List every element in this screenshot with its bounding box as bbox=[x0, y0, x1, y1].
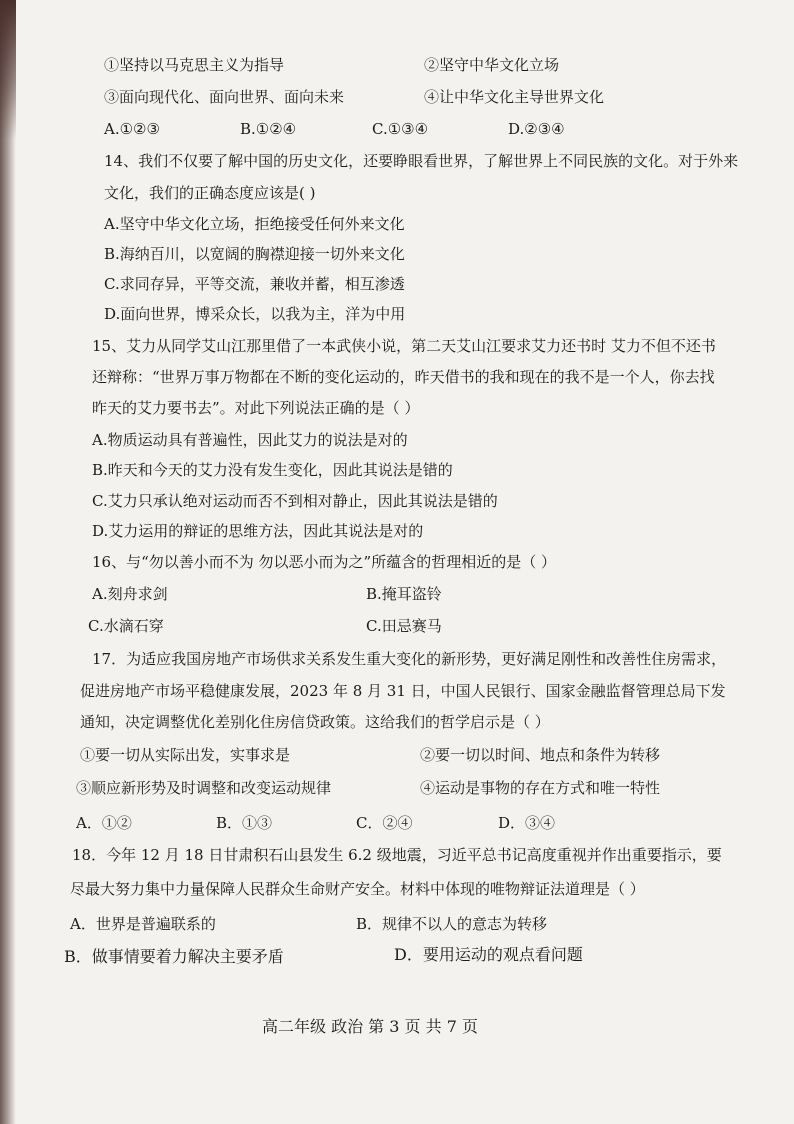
q16-stem: 16、与“勿以善小而不为 勿以恶小而为之”所蕴含的哲理相近的是（ ） bbox=[92, 553, 556, 571]
q17-choice-c: C．②④ bbox=[356, 814, 413, 832]
q18-stem-line1: 18．今年 12 月 18 日甘肃积石山县发生 6.2 级地震，习近平总书记高度重视并作出重要指示，要 bbox=[72, 846, 722, 864]
q18-choice-a: A．世界是普遍联系的 bbox=[70, 915, 216, 933]
q13-choice-d: D.②③④ bbox=[508, 120, 565, 138]
page-edge-dark-corner bbox=[0, 0, 16, 140]
q14-stem-line2: 文化，我们的正确态度应该是( ) bbox=[104, 184, 316, 202]
q15-choice-b: B.昨天和今天的艾力没有发生变化，因此其说法是错的 bbox=[92, 461, 453, 479]
q17-choice-a: A．①② bbox=[76, 814, 132, 832]
q15-choice-d: D.艾力运用的辩证的思维方法，因此其说法是对的 bbox=[92, 522, 424, 540]
q13-option-2: ②坚守中华文化立场 bbox=[424, 56, 560, 74]
q18-stem-line2: 尽最大努力集中力量保障人民群众生命财产安全。材料中体现的唯物辩证法道理是（ ） bbox=[70, 880, 645, 898]
q13-choice-c: C.①③④ bbox=[372, 120, 429, 138]
q16-choice-d: C.田忌赛马 bbox=[366, 617, 442, 635]
q17-option-2: ②要一切以时间、地点和条件为转移 bbox=[420, 746, 661, 764]
page-footer: 高二年级 政治 第 3 页 共 7 页 bbox=[262, 1017, 478, 1036]
q15-choice-a: A.物质运动具有普遍性，因此艾力的说法是对的 bbox=[92, 431, 408, 449]
q15-stem-line2: 还辩称：“世界万事万物都在不断的变化运动的，昨天借书的我和现在的我不是一个人，你去找 bbox=[92, 368, 715, 386]
q16-choice-b: B.掩耳盗铃 bbox=[366, 585, 442, 603]
q18-choice-b: B．规律不以人的意志为转移 bbox=[356, 915, 548, 933]
q18-choice-c: B．做事情要着力解决主要矛盾 bbox=[64, 947, 284, 966]
q17-stem-line1: 17．为适应我国房地产市场供求关系发生重大变化的新形势，更好满足刚性和改善性住房需求， bbox=[92, 650, 727, 668]
q14-choice-c: C.求同存异，平等交流，兼收并蓄，相互渗透 bbox=[104, 275, 405, 293]
q14-choice-d: D.面向世界，博采众长，以我为主，洋为中用 bbox=[104, 305, 406, 323]
q13-option-4: ④让中华文化主导世界文化 bbox=[424, 88, 605, 106]
q17-stem-line2: 促进房地产市场平稳健康发展，2023 年 8 月 31 日，中国人民银行、国家金融监督管理总局下发 bbox=[80, 682, 726, 700]
q17-option-3: ③顺应新形势及时调整和改变运动规律 bbox=[76, 779, 332, 797]
q18-choice-d: D．要用运动的观点看问题 bbox=[394, 945, 583, 964]
q16-choice-a: A.刻舟求剑 bbox=[92, 585, 168, 603]
q14-stem-line1: 14、我们不仅要了解中国的历史文化，还要睁眼看世界，了解世界上不同民族的文化。对于外来 bbox=[104, 152, 739, 170]
q17-choice-d: D．③④ bbox=[498, 814, 556, 832]
q13-choice-b: B.①②④ bbox=[240, 120, 297, 138]
q15-choice-c: C.艾力只承认绝对运动而否不到相对静止，因此其说法是错的 bbox=[92, 492, 498, 510]
q17-stem-line3: 通知，决定调整优化差别化住房信贷政策。这给我们的哲学启示是（ ） bbox=[80, 713, 550, 731]
q17-option-4: ④运动是事物的存在方式和唯一特性 bbox=[420, 779, 661, 797]
q13-choice-a: A.①②③ bbox=[104, 120, 160, 138]
q14-choice-a: A.坚守中华文化立场，拒绝接受任何外来文化 bbox=[104, 215, 405, 233]
q16-choice-c: C.水滴石穿 bbox=[88, 617, 164, 635]
q15-stem-line1: 15、艾力从同学艾山江那里借了一本武侠小说，第二天艾山江要求艾力还书时 艾力不但不还书 bbox=[92, 337, 716, 355]
page-edge-shadow bbox=[0, 0, 16, 1124]
q14-choice-b: B.海纳百川，以宽阔的胸襟迎接一切外来文化 bbox=[104, 245, 405, 263]
q17-choice-b: B．①③ bbox=[216, 814, 273, 832]
q13-option-1: ①坚持以马克思主义为指导 bbox=[104, 56, 285, 74]
q17-option-1: ①要一切从实际出发，实事求是 bbox=[80, 746, 291, 764]
q13-option-3: ③面向现代化、面向世界、面向未来 bbox=[104, 88, 345, 106]
q15-stem-line3: 昨天的艾力要书去”。对此下列说法正确的是（ ） bbox=[92, 399, 420, 417]
